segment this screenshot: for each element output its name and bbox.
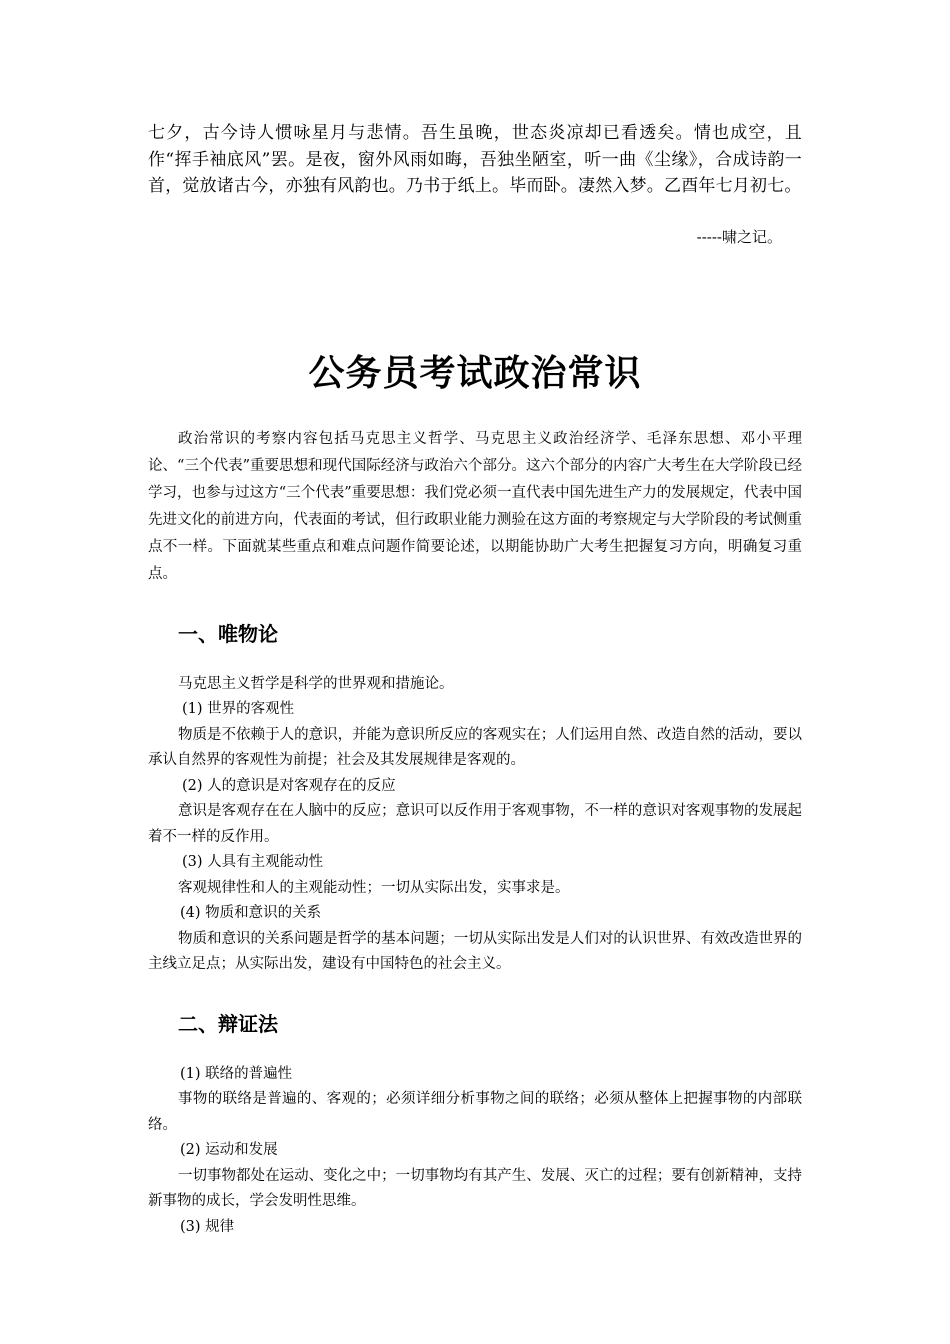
item-label: (1) 世界的客观性 <box>182 701 295 717</box>
document-page <box>148 120 802 1240</box>
preface-paragraph: 七夕，古今诗人惯咏星月与悲情。吾生虽晚，世态炎凉却已看透矣。情也成空，且作“挥手袖底风”罢。是夜，窗外风雨如晦，吾独坐陋室，听一曲《尘缘》，合成诗韵一首，觉放诸古今，亦独有风韵也。乃书于纸上。毕而卧。凄然入梦。乙酉年七月初七。 <box>148 123 802 196</box>
item-text: 物质和意识的关系问题是哲学的基本问题；一切从实际出发是人们对的认识世界、有效改造世界的主线立足点；从实际出发，建设有中国特色的社会主义。 <box>148 930 802 972</box>
preface-signature: -----啸之记。 <box>696 227 782 246</box>
section-lead: 马克思主义哲学是科学的世界观和措施论。 <box>178 675 454 692</box>
section-heading-dialectics: 二、辩证法 <box>178 1011 278 1036</box>
item-label: (2) 运动和发展 <box>180 1142 278 1158</box>
intro-paragraph: 政治常识的考察内容包括马克思主义哲学、马克思主义政治经济学、毛泽东思想、邓小平理论、“三个代表”重要思想和现代国际经济与政治六个部分。这六个部分的内容广大考生在大学阶段已经学习，也参与过这方“三个代表”重要思想：我们党必须一直代表中国先进生产力的发展规定，代表中国先进文化的前进方向，代表面的考试，但行政职业能力测验在这方面的考察规定与大学阶段的考试侧重点不一样。下面就某些重点和难点问题作简要论述，以期能协助广大考生把握复习方向，明确复习重点。 <box>148 430 802 582</box>
section-body-materialism <box>148 672 802 978</box>
item-text: 一切事物都处在运动、变化之中；一切事物均有其产生、发展、灭亡的过程；要有创新精神，支持新事物的成长，学会发明性思维。 <box>148 1167 802 1209</box>
item-text: 物质是不依赖于人的意识，并能为意识所反应的客观实在；人们运用自然、改造自然的活动，要以承认自然界的客观性为前提；社会及其发展规律是客观的。 <box>148 726 802 768</box>
item-label: (3) 人具有主观能动性 <box>182 854 324 870</box>
section-body-dialectics <box>148 1062 802 1241</box>
item-text: 事物的联络是普遍的、客观的；必须详细分析事物之间的联络；必须从整体上把握事物的内部联络。 <box>148 1091 802 1133</box>
page-title: 公务员考试政治常识 <box>308 351 642 394</box>
item-text: 客观规律性和人的主观能动性；一切从实际出发，实事求是。 <box>178 879 570 896</box>
section-heading-materialism: 一、唯物论 <box>178 621 278 646</box>
item-label: (4) 物质和意识的关系 <box>180 905 322 921</box>
item-label: (3) 规律 <box>180 1218 235 1235</box>
item-label: (2) 人的意识是对客观存在的反应 <box>182 777 396 794</box>
item-label: (1) 联络的普遍性 <box>180 1065 293 1082</box>
item-text: 意识是客观存在在人脑中的反应；意识可以反作用于客观事物，不一样的意识对客观事物的发展起着不一样的反作用。 <box>148 803 802 845</box>
